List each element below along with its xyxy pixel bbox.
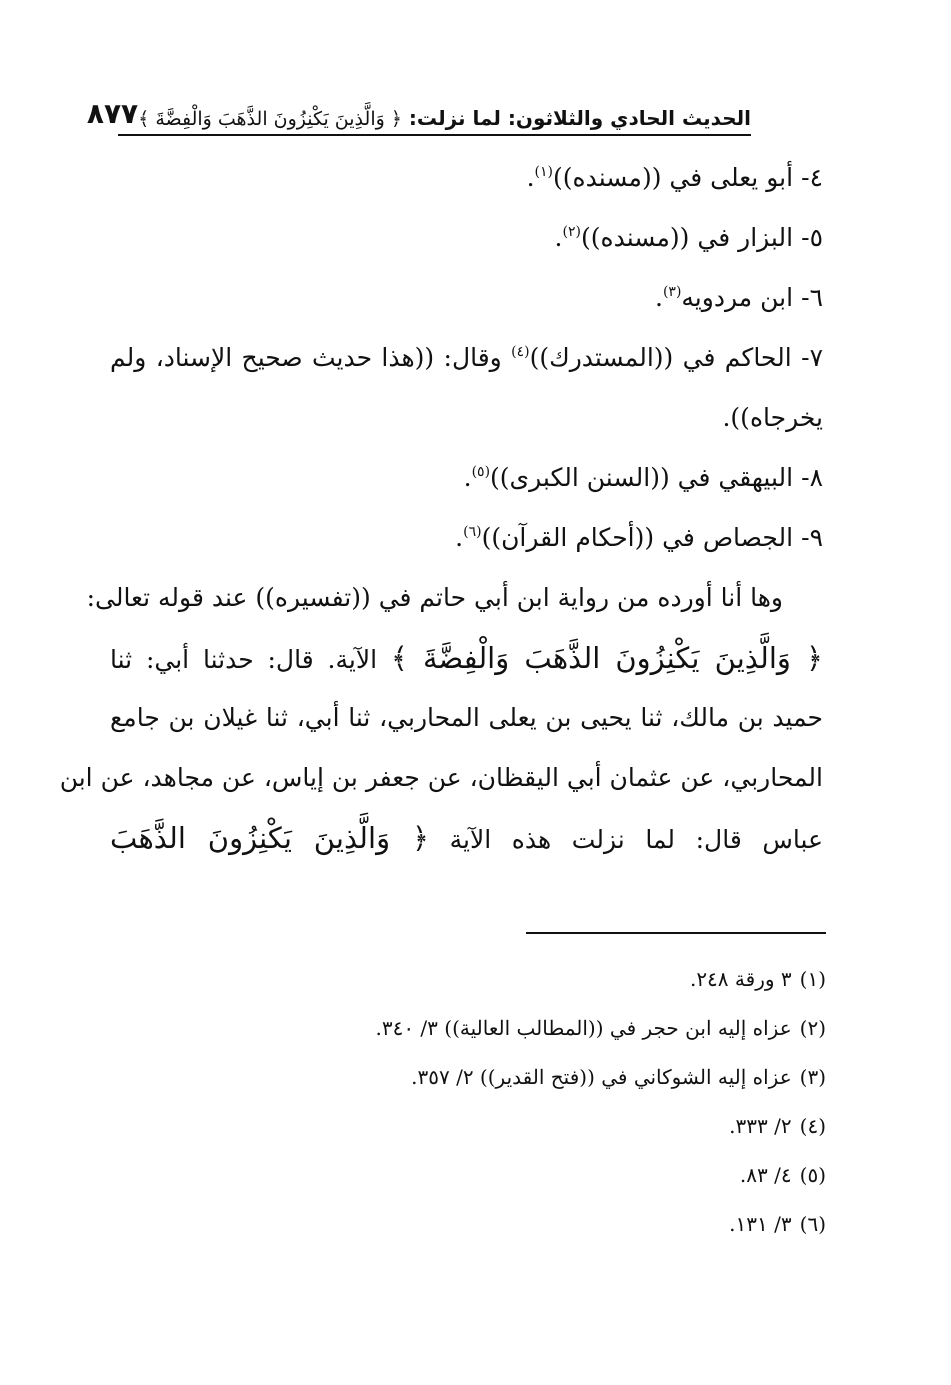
footnote-ref[interactable]: (٥): [471, 464, 491, 480]
list-item-number: ٧-: [801, 343, 824, 372]
list-item: [110, 208, 823, 268]
footnote-text: ٣/ ١٣١.: [729, 1212, 792, 1236]
list-item-continuation: يخرجاه)).: [722, 403, 823, 432]
footnote: [300, 1102, 826, 1151]
footnote-ref[interactable]: (٤): [511, 344, 530, 360]
list-item-number: ٤-: [801, 163, 823, 192]
list-item-end: .: [455, 523, 464, 552]
footnote-text: عزاه إليه الشوكاني في ((فتح القدير)) ٢/ ٣٥٧.: [411, 1065, 792, 1089]
header-title-quran: ﴿ وَالَّذِينَ يَكْنِزُونَ الذَّهَبَ وَالْفِضَّةَ ﴾: [138, 108, 402, 130]
footnote: [300, 1053, 826, 1102]
list-item-number: ٨-: [801, 463, 823, 492]
list-item-number: ٩-: [801, 523, 823, 552]
list-item-number: ٦-: [801, 283, 823, 312]
list-item-end: .: [554, 223, 563, 252]
list-item: [110, 508, 823, 568]
footnote-number: (٣): [799, 1065, 826, 1089]
list-item-text: أبو يعلى في ((مسنده)): [552, 163, 794, 192]
quran-verse: ﴿ وَالَّذِينَ يَكْنِزُونَ الذَّهَبَ: [110, 821, 429, 855]
footnote-text: عزاه إليه ابن حجر في ((المطالب العالية)) ٣/ ٣٤٠.: [375, 1016, 792, 1040]
footnote-text: ٢/ ٣٣٣.: [729, 1114, 792, 1138]
header-title: [138, 106, 751, 130]
list-item-end: .: [654, 283, 663, 312]
list-item: [110, 328, 823, 388]
footnotes: [300, 955, 826, 1249]
running-header: [86, 82, 751, 130]
paragraph-line: المحاربي، عن عثمان أبي اليقظان، عن جعفر بن إياس، عن مجاهد، عن ابن: [59, 763, 823, 792]
footnote-number: (٤): [799, 1114, 826, 1138]
paragraph-text: الآية. قال: حدثنا أبي: ثنا: [110, 645, 378, 674]
list-item-end: .: [463, 463, 472, 492]
quran-verse: ﴿ وَالَّذِينَ يَكْنِزُونَ الذَّهَبَ وَالْفِضَّةَ ﴾: [390, 641, 823, 675]
list-item-text: الحاكم في ((المستدرك)): [529, 343, 792, 372]
list-item-number: ٥-: [801, 223, 823, 252]
list-item-end: وقال: ((هذا حديث صحيح الإسناد، ولم: [110, 343, 512, 372]
list-item-text: البزار في ((مسنده)): [580, 223, 794, 252]
footnote-number: (١): [799, 967, 826, 991]
list-item: [110, 268, 823, 328]
list-item-end: .: [526, 163, 535, 192]
footnote: [300, 1151, 826, 1200]
footnote-text: ٤/ ٨٣.: [739, 1163, 792, 1187]
footnote-number: (٥): [799, 1163, 826, 1187]
footnote-ref[interactable]: (٣): [662, 284, 682, 300]
footnote-divider: [526, 932, 826, 934]
list-item: [110, 448, 823, 508]
footnote-number: (٢): [799, 1016, 826, 1040]
list-item-text: الجصاص في ((أحكام القرآن)): [481, 523, 794, 552]
header-title-prefix: الحديث الحادي والثلاثون: لما نزلت:: [408, 106, 751, 130]
footnote-ref[interactable]: (١): [534, 164, 553, 180]
list-item: [110, 148, 823, 208]
footnote: [300, 955, 826, 1004]
list-item-text: البيهقي في ((السنن الكبرى)): [490, 463, 794, 492]
footnote: [300, 1004, 826, 1053]
paragraph-text: عباس قال: لما نزلت هذه الآية: [449, 825, 823, 854]
footnote-number: (٦): [799, 1212, 826, 1236]
paragraph-line: [110, 808, 823, 868]
list-item-text: ابن مردويه: [681, 283, 794, 312]
header-divider: [118, 134, 751, 136]
footnote-ref[interactable]: (٦): [463, 524, 482, 540]
main-text: [59, 148, 824, 868]
footnote-text: ٣ ورقة ٢٤٨.: [689, 967, 792, 991]
paragraph-line: حميد بن مالك، ثنا يحيى بن يعلى المحاربي، ثنا أبي، ثنا غيلان بن جامع: [110, 703, 823, 732]
footnote: [300, 1200, 826, 1249]
paragraph-line: وها أنا أورده من رواية ابن أبي حاتم في ((تفسيره)) عند قوله تعالى:: [86, 583, 783, 612]
page-number: ٨٧٧: [86, 97, 139, 130]
paragraph-line: [110, 628, 823, 688]
footnote-ref[interactable]: (٢): [562, 224, 581, 240]
